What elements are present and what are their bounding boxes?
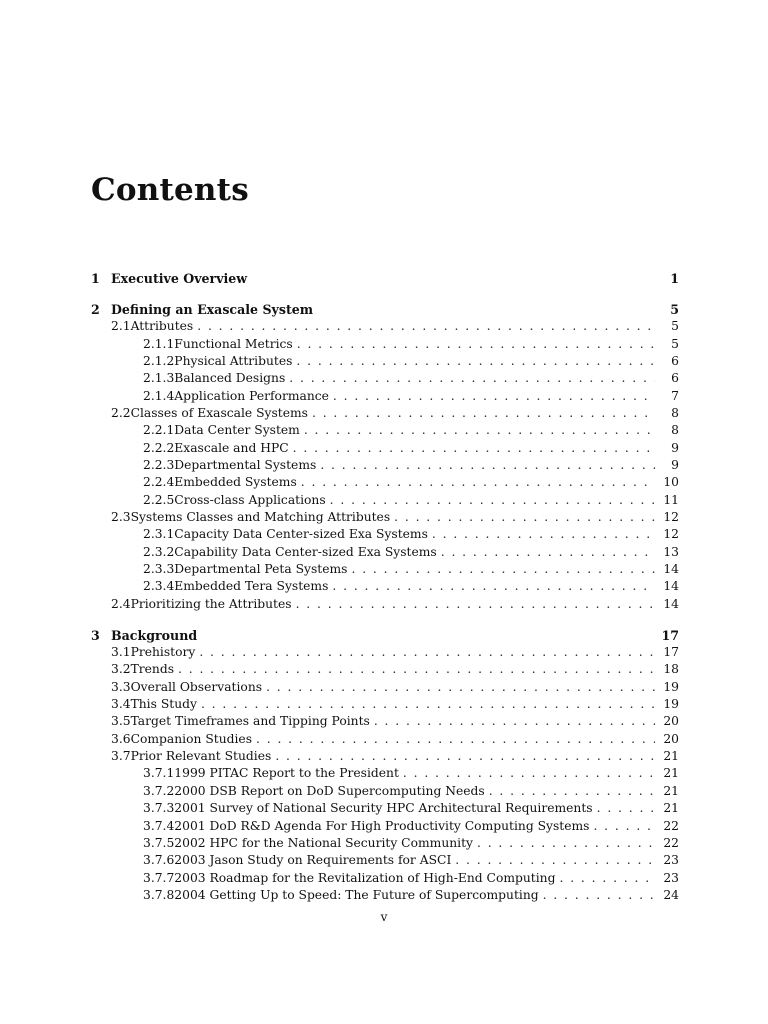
toc-dot-leader [597,801,655,815]
toc-entry-subsection[interactable] [91,371,679,388]
toc-entry-title: 2002 HPC for the National Security Community [174,835,473,850]
toc-entry-page: 5 [670,301,679,317]
toc-entry-number: 3.7.2 [143,783,175,798]
toc-entry-page: 24 [663,887,679,902]
toc-entry-page: 18 [663,662,679,677]
toc-entry-title: Executive Overview [111,271,248,286]
toc-entry-number: 2.2 [111,406,131,420]
toc-entry-page: 17 [663,645,679,660]
toc-entry-title: Departmental Peta Systems [174,562,348,577]
toc-entry-page: 19 [663,697,679,712]
toc-entry-number: 2.1 [111,319,131,334]
toc-entry-page: 10 [663,475,679,490]
toc-entry-page: 20 [663,714,679,729]
toc-entry-number: 3.6 [111,731,131,746]
toc-entry-page: 6 [671,371,679,386]
toc-entry-page: 19 [663,679,679,694]
toc-dot-leader [256,732,655,746]
toc-entry-title: Capacity Data Center-sized Exa Systems [174,527,428,542]
toc-dot-leader [275,749,655,763]
toc-entry-number: 3.3 [111,679,131,694]
toc-entry-section[interactable] [91,749,679,766]
toc-entry-page: 14 [663,579,679,594]
toc-entry-number: 3.1 [111,645,131,660]
toc-entry-title: Defining an Exascale System [111,301,314,317]
toc-entry-page: 13 [663,544,679,559]
toc-entry-title: Target Timeframes and Tipping Points [130,714,370,729]
toc-entry-chapter[interactable] [91,302,679,319]
toc-entry-subsection[interactable] [91,354,679,371]
toc-entry-page: 12 [663,527,679,542]
toc-entry-chapter[interactable] [91,628,679,645]
toc-entry-subsection[interactable] [91,801,679,818]
toc-entry-page: 6 [671,353,679,368]
toc-entry-number: 3.2 [111,662,131,677]
toc-entry-subsection[interactable] [91,871,679,888]
toc-dot-leader [559,871,655,885]
toc-entry-title: Embedded Tera Systems [174,579,329,594]
toc-entry-page: 21 [663,766,679,781]
toc-entry-subsection[interactable] [91,337,679,354]
toc-entry-title: 2003 Roadmap for the Revitalization of High-End Computing [174,870,556,885]
toc-entry-title: Balanced Designs [174,371,286,386]
toc-entry-number: 3.7.5 [143,835,175,850]
toc-entry-number: 2.3.1 [143,527,175,542]
toc-entry-number: 3.7.1 [143,766,175,781]
toc-entry-title: 2000 DSB Report on DoD Supercomputing Needs [174,783,485,798]
toc-dot-leader [441,545,655,559]
toc-entry-subsection[interactable] [91,888,679,905]
toc-dot-leader [296,597,655,611]
toc-dot-leader [297,337,655,351]
toc-entry-section[interactable] [91,714,679,731]
toc-entry-title: Attributes [130,319,194,334]
toc-entry-title: Prehistory [130,645,196,660]
toc-dot-leader [477,836,655,850]
toc-entry-page: 14 [663,596,679,611]
toc-entry-title: Companion Studies [130,731,253,746]
toc-entry-page: 21 [663,749,679,764]
toc-entry-title: 2004 Getting Up to Speed: The Future of Supercomputing [174,887,539,902]
toc-entry-subsection[interactable] [91,527,679,544]
toc-entry-page: 5 [671,319,679,334]
toc-entry-number: 2.1.4 [143,388,175,403]
toc-entry-section[interactable] [91,645,679,662]
toc-entry-title: Application Performance [174,388,329,403]
toc-entry-number: 2.2.3 [143,458,175,473]
toc-entry-subsection[interactable] [91,853,679,870]
toc-entry-title: Physical Attributes [174,353,293,368]
toc-entry-page: 1 [670,271,679,286]
toc-entry-number: 2.2.1 [143,423,175,438]
toc-entry-subsection[interactable] [91,784,679,801]
toc-entry-page: 22 [663,835,679,850]
toc-entry-page: 23 [663,853,679,868]
toc-entry-section[interactable] [91,680,679,697]
toc-dot-leader [320,458,655,472]
toc-entry-title: Trends [130,662,175,677]
toc-dot-leader [312,406,655,420]
toc-entry-number: 2.1.2 [143,353,175,368]
toc-dot-leader [304,423,655,437]
toc-entry-number: 3.5 [111,714,131,729]
toc-entry-page: 9 [671,440,679,455]
toc-entry-number: 3.7 [111,749,131,764]
toc-dot-leader [296,354,655,368]
toc-entry-title: Cross-class Applications [174,492,326,507]
toc-entry-title: Functional Metrics [174,336,293,351]
toc-entry-subsection[interactable] [91,493,679,510]
toc-entry-subsection[interactable] [91,836,679,853]
toc-entry-title: Data Center System [174,423,300,438]
toc-entry-title: 2001 Survey of National Security HPC Architectural Requirements [174,801,593,816]
toc-entry-subsection[interactable] [91,819,679,836]
toc-entry-subsection[interactable] [91,458,679,475]
toc-dot-leader [543,888,655,902]
toc-dot-leader [293,441,655,455]
toc-entry-title: Overall Observations [130,679,263,694]
toc-dot-leader [289,371,655,385]
toc-entry-subsection[interactable] [91,766,679,783]
toc-dot-leader [432,527,655,541]
page-title: Contents [91,172,249,208]
toc-entry-subsection[interactable] [91,475,679,492]
toc-dot-leader [178,662,655,676]
toc-entry-subsection[interactable] [91,579,679,596]
toc-entry-number: 3.4 [111,697,131,712]
toc-entry-number: 3.7.4 [143,818,175,833]
toc-entry-section[interactable] [91,662,679,679]
toc-entry-page: 12 [663,510,679,525]
toc-entry-number: 3.7.8 [143,887,175,902]
toc-dot-leader [330,493,655,507]
toc-entry-page: 9 [671,458,679,473]
toc-entry-title: Capability Data Center-sized Exa Systems [174,544,437,559]
toc-dot-leader [394,510,655,524]
toc-entry-number: 2.3 [111,510,131,525]
toc-entry-title: 2001 DoD R&D Agenda For High Productivity Computing Systems [174,818,590,833]
toc-dot-leader [332,579,655,593]
toc-dot-leader [593,819,655,833]
toc-entry-subsection[interactable] [91,441,679,458]
toc-entry-section[interactable] [91,319,679,336]
toc-entry-number: 2.1.1 [143,336,175,351]
toc-entry-page: 22 [663,818,679,833]
toc-entry-number: 2 [91,301,100,317]
toc-entry-number: 2.2.5 [143,492,175,507]
toc-entry-page: 23 [663,870,679,885]
toc-dot-leader [455,853,655,867]
toc-entry-page: 8 [671,406,679,420]
toc-entry-number: 3.7.7 [143,870,175,885]
table-of-contents [91,271,679,905]
toc-dot-leader [266,680,655,694]
toc-entry-section[interactable] [91,697,679,714]
toc-entry-page: 8 [671,423,679,438]
toc-dot-leader [301,475,655,489]
toc-entry-number: 2.3.3 [143,562,175,577]
toc-entry-number: 2.3.4 [143,579,175,594]
toc-entry-title: Exascale and HPC [174,440,289,455]
toc-entry-page: 7 [671,388,679,403]
toc-dot-leader [403,766,655,780]
toc-entry-title: 2003 Jason Study on Requirements for ASCI [174,853,452,868]
toc-entry-section[interactable] [91,406,679,423]
toc-entry-chapter[interactable] [91,271,679,288]
toc-entry-number: 2.4 [111,596,131,611]
toc-entry-number: 2.1.3 [143,371,175,386]
toc-dot-leader [197,319,655,333]
toc-entry-subsection[interactable] [91,423,679,440]
toc-entry-title: Background [111,627,198,643]
toc-entry-number: 3.7.3 [143,801,175,816]
toc-entry-subsection[interactable] [91,562,679,579]
toc-entry-title: Prioritizing the Attributes [130,596,292,611]
toc-entry-page: 20 [663,731,679,746]
toc-dot-leader [374,714,655,728]
page-number: v [380,910,388,924]
toc-dot-leader [199,645,655,659]
toc-entry-number: 1 [91,271,100,286]
toc-entry-number: 3 [91,627,100,643]
toc-entry-number: 2.2.4 [143,475,175,490]
toc-entry-title: Systems Classes and Matching Attributes [130,510,391,525]
toc-entry-page: 21 [663,783,679,798]
toc-dot-leader [333,389,655,403]
toc-entry-page: 17 [661,627,679,643]
toc-entry-page: 11 [663,492,679,507]
toc-entry-page: 5 [671,336,679,351]
toc-dot-leader [489,784,655,798]
toc-entry-title: Departmental Systems [174,458,317,473]
toc-entry-number: 2.2.2 [143,440,175,455]
toc-entry-title: This Study [130,697,197,712]
toc-entry-title: Embedded Systems [174,475,297,490]
toc-entry-number: 3.7.6 [143,853,175,868]
toc-dot-leader [351,562,655,576]
toc-entry-section[interactable] [91,597,679,614]
toc-entry-subsection[interactable] [91,389,679,406]
toc-entry-page: 14 [663,562,679,577]
toc-entry-title: 1999 PITAC Report to the President [174,766,399,781]
toc-entry-title: Classes of Exascale Systems [130,406,308,420]
toc-entry-section[interactable] [91,510,679,527]
toc-entry-page: 21 [663,801,679,816]
toc-entry-number: 2.3.2 [143,544,175,559]
toc-entry-title: Prior Relevant Studies [130,749,272,764]
toc-entry-section[interactable] [91,732,679,749]
toc-entry-subsection[interactable] [91,545,679,562]
toc-dot-leader [201,697,655,711]
